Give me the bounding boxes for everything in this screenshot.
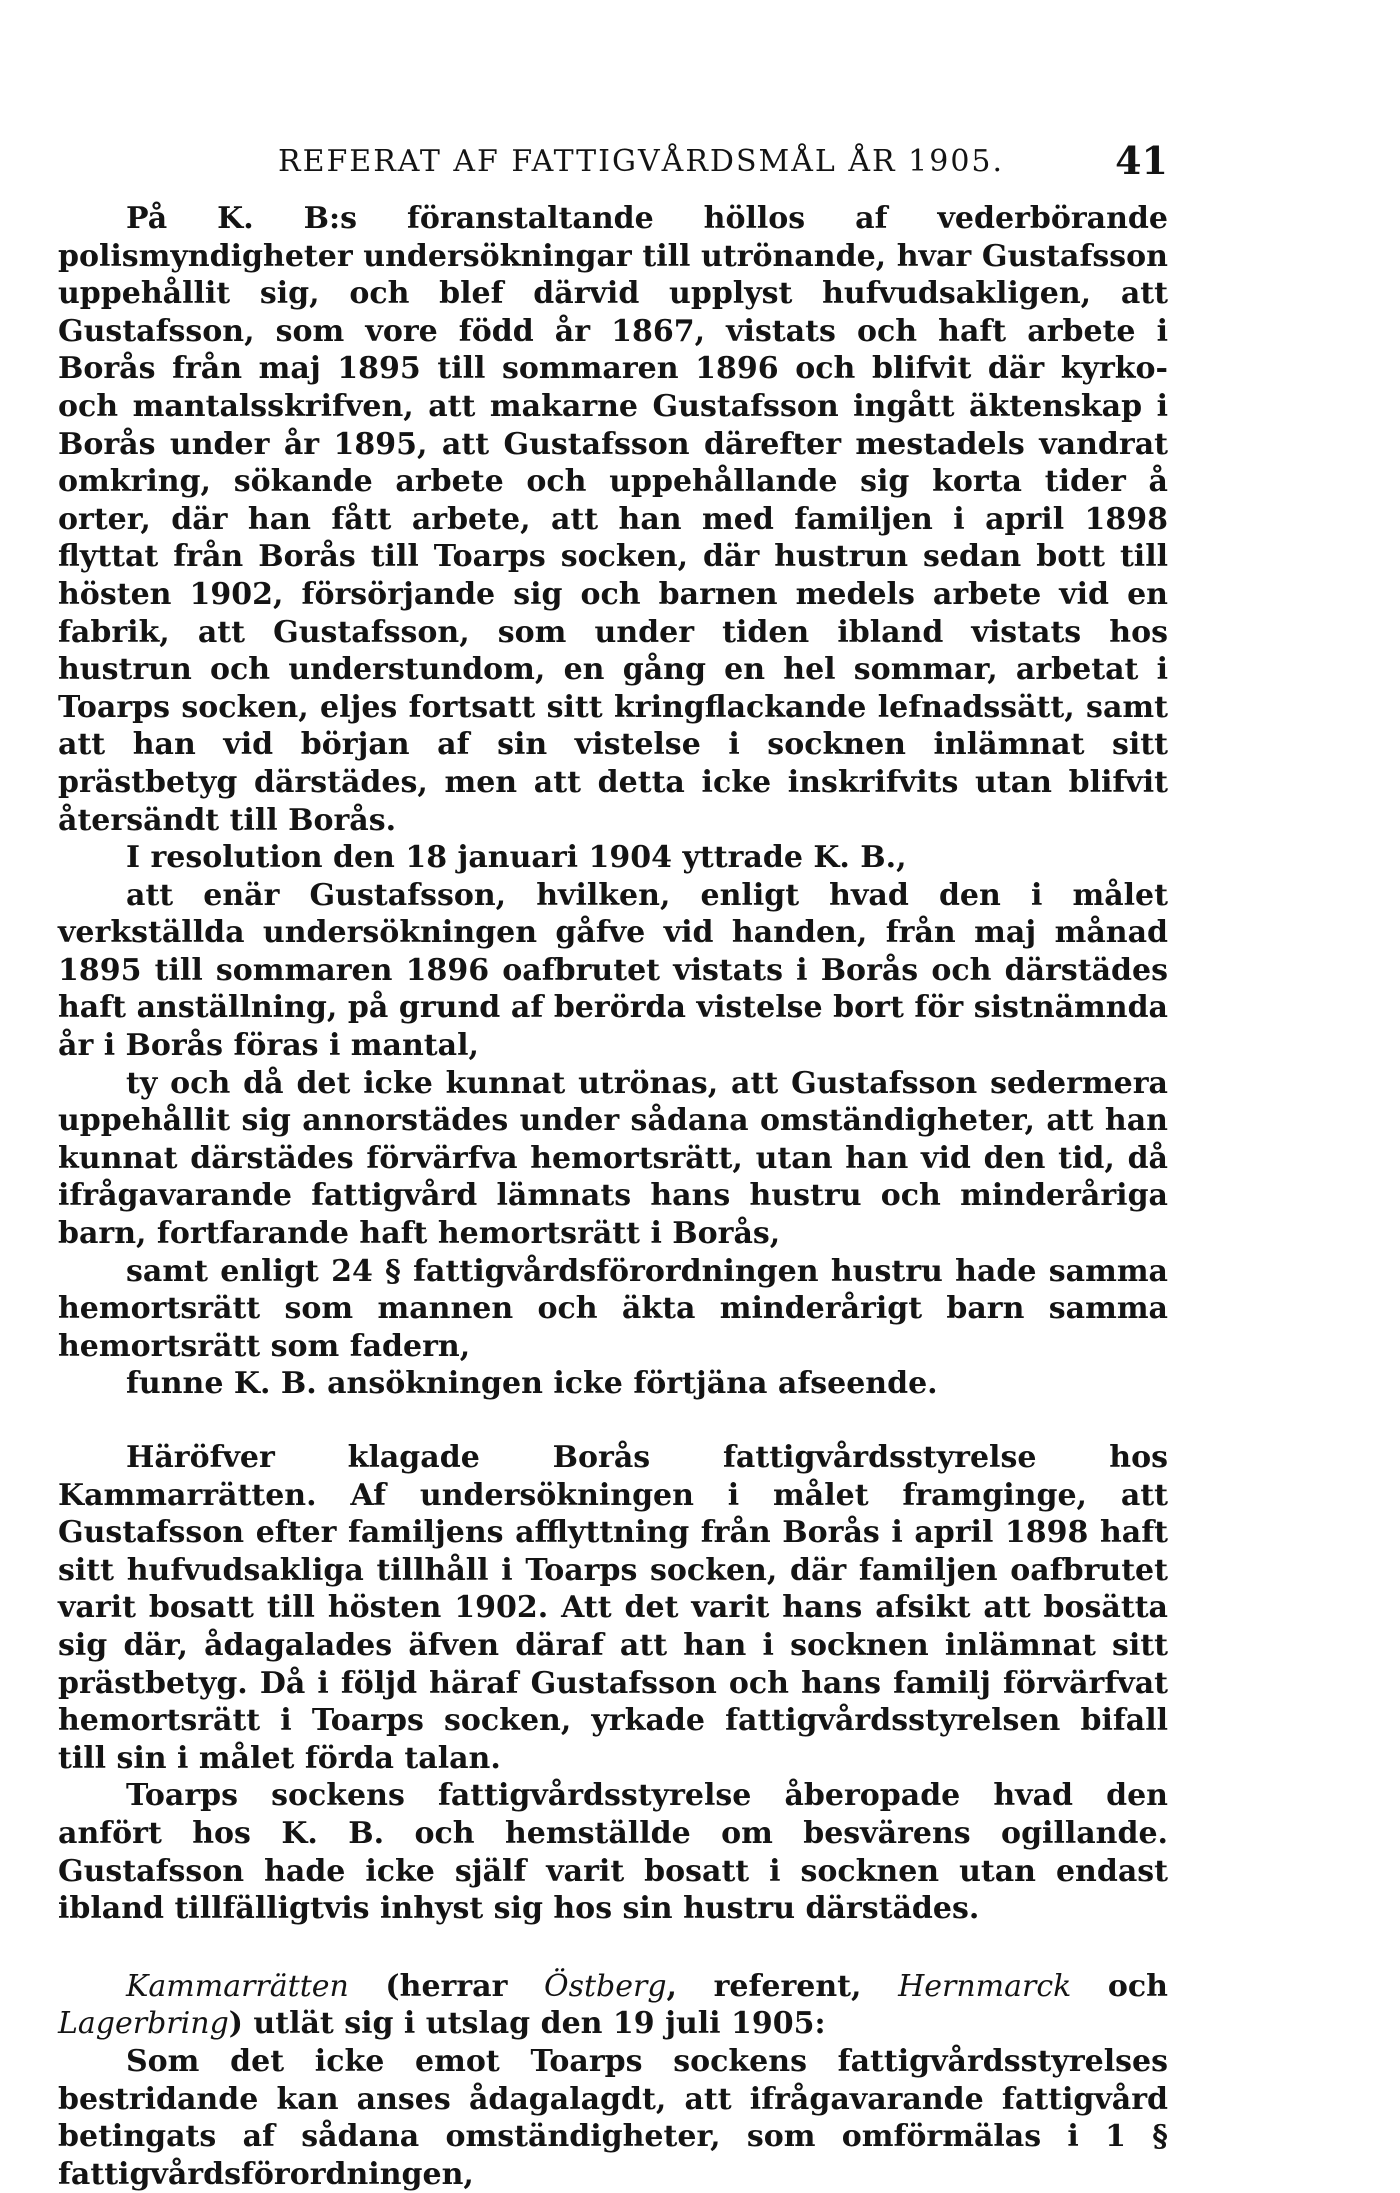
court-text-sep2: och bbox=[1071, 1968, 1168, 2004]
paragraph-resolution-and: samt enligt 24 § fattigvårdsförordningen hustru hade samma hemortsrätt som mannen och äkta minderårigt barn samma hemortsrätt som fadern, bbox=[58, 1253, 1168, 1364]
body-text bbox=[58, 200, 1168, 2193]
paragraph-resolution-decision: funne K. B. ansökningen icke förtjäna afseende. bbox=[126, 1366, 938, 1402]
judge-hernmarck: Hernmarck bbox=[898, 1968, 1072, 2004]
paragraph-resolution-intro: I resolution den 18 januari 1904 yttrade K. B., bbox=[126, 840, 907, 876]
judge-ostberg: Östberg bbox=[543, 1968, 667, 2004]
paragraph-resolution-whereas: att enär Gustafsson, hvilken, enligt hvad den i målet verkställda undersökningen gåfve vid handen, från maj månad 1895 till sommaren 1896 oafbrutet vistats i Borås och därstädes haft anställning, på grund af berörda vistelse bort för sistnämnda år i Borås föras i mantal, bbox=[58, 877, 1168, 1064]
court-text-open: (herrar bbox=[348, 1968, 544, 2004]
paragraph-toarps-response: Toarps sockens fattigvårdsstyrelse åberopade hvad den anfört hos K. B. och hemställde om besvärens ogillande. Gustafsson hade icke själf varit bosatt i socknen utan endast ibland tillfälligtvis inhyst sig hos sin hustru därstädes. bbox=[58, 1778, 1168, 1927]
judge-lagerbring: Lagerbring bbox=[58, 2006, 229, 2042]
paragraph-police-investigation: På K. B:s föranstaltande höllos af vederbörande polismyndigheter undersökningar till utrönande, hvar Gustafsson uppehållit sig, och blef därvid upplyst hufvudsakligen, att Gustafsson, som vore född år 1867, vistats och haft arbete i Borås från maj 1895 till sommaren 1896 och blifvit där kyrko- och mantalsskrifven, att makarne Gustafsson ingått äktenskap i Borås under år 1895, att Gustafsson därefter mestadels vandrat omkring, sökande arbete och uppehållande sig korta tider å orter, där han fått arbete, att han med familjen i april 1898 flyttat från Borås till Toarps socken, där hustrun sedan bott till hösten 1902, försörjande sig och barnen medels arbete vid en fabrik, att Gustafsson, som under tiden ibland vistats hos hustrun och understundom, en gång en hel sommar, arbetat i Toarps socken, eljes fortsatt sitt kringflackande lefnadssätt, samt att han vid början af sin vistelse i socknen inlämnat sitt prästbetyg därstädes, men att detta icke inskrifvits utan blifvit återsändt till Borås. bbox=[58, 201, 1168, 838]
paragraph-court-ruling bbox=[58, 1968, 1168, 2043]
court-name: Kammarrätten bbox=[126, 1968, 349, 2004]
running-title: REFERAT AF FATTIGVÅRDSMÅL ÅR 1905. bbox=[278, 144, 1005, 179]
court-text-sep1: , referent, bbox=[666, 1968, 899, 2004]
court-text-close: ) utlät sig i utslag den 19 juli 1905: bbox=[228, 2006, 826, 2042]
page-header bbox=[128, 134, 1168, 184]
paragraph-appeal: Häröfver klagade Borås fattigvårdsstyrelse hos Kammarrätten. Af undersökningen i målet framginge, att Gustafsson efter familjens afflyttning från Borås i april 1898 haft sitt hufvudsakliga tillhåll i Toarps socken, där familjen oafbrutet varit bosatt till hösten 1902. Att det varit hans afsikt att bosätta sig där, ådagalades äfven däraf att han i socknen inlämnat sitt prästbetyg. Då i följd häraf Gustafsson och hans familj förvärfvat hemortsrätt i Toarps socken, yrkade fattigvårdsstyrelsen bifall till sin i målet förda talan. bbox=[58, 1440, 1168, 1776]
paragraph-court-reasoning: Som det icke emot Toarps sockens fattigvårdsstyrelses bestridande kan anses ådagalagdt, att ifrågavarande fattigvård betingats af sådana omständigheter, som omförmälas i 1 § fattigvårdsförordningen, bbox=[58, 2043, 1168, 2192]
page-number: 41 bbox=[1115, 138, 1168, 183]
paragraph-resolution-because: ty och då det icke kunnat utrönas, att Gustafsson sedermera uppehållit sig annorstädes under sådana omständigheter, att han kunnat därstädes förvärfva hemortsrätt, utan han vid den tid, då ifrågavarande fattigvård lämnats hans hustru och minderåriga barn, fortfarande haft hemortsrätt i Borås, bbox=[58, 1065, 1168, 1252]
